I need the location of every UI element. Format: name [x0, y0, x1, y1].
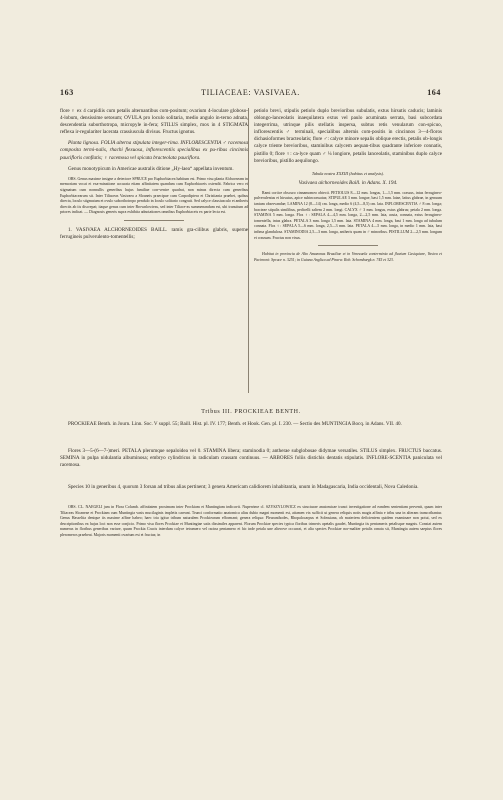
- tribe-description: Flores 3—5-(6—7-)meri. PETALA plerumque sepaloidea vel 0. STAMINA libera; staminodia 0; antherae subglobosae didymae versatiles. STILUS simplex. FRUCTUS baccatus. SEMINA in pulpa nidulantia albuminosa; embryo cylindricus in radiculam crassam continuus. — ARBORES foliis distichis dentatis stipulatis. INFLORE-SCENTIA paniculata vel racemosa.: [60, 448, 442, 469]
- plate-reference: Tabula nostra XXXIII (habitus et analysis).: [311, 170, 385, 176]
- running-head-title: TILIACEAE: VASIVAEA.: [201, 88, 300, 97]
- distribution-note: Genus monotypicum in Americae australis ditione „Hy-laea“ appellata inventum.: [68, 165, 234, 172]
- right-column: [254, 108, 442, 267]
- section-rule: [124, 220, 184, 221]
- running-header: [60, 88, 441, 100]
- tribe-citation: PROCKIEAE Benth. in Journ. Linn. Soc. V suppl. 55; Baill. Hist. pl. IV. 177; Benth. et Hook. Gen. pl. I. 230. — Sectio des MUNTINGIA Bocq. in Adans. VII. 40.: [68, 421, 402, 427]
- habitat-note: Habitat in provincia de Alto Amazonas Brasiliae et in Venezuela conterminia ad fluvium Casiquiare, Vasiva et Pacimoni: Spruce n. 3251; in Guiana Anglica ad Pirara: Rob. Schomburgk n. 745 et 323.: [254, 252, 442, 262]
- column-divider: [248, 108, 249, 393]
- section-rule-right: [318, 245, 378, 246]
- tribe-observation: OBS. CL. NAEGELI jam in Flora Columb. affinitatem proximam inter Prockiam et Muntingiam indicavit. Nuperrime cl. SZYSZYLOWICZ ex structurae anatomicae trunci investigatione ad eandem sententiam pervenit, quum inter Tiliaceas Sloaneae et Prockiam cum Muntingia vasis mucilaginis impletis careant. Trunci conformatio anatomica alias dubio magni momenti est, attamen vix sufficit ut genera reliquis notis magis affinia e tribu una in alteram transcribantur. Genus Hasseltia denique iis maxime affine habeo; haec tria igitur tribum naturalem Prockiearum efformant; genera reliqua: Pleuranthodes, Rhopalocarpus et Solmsiana, ob materiem deficientem quidem examinare non potui, sed ex descriptionibus ea hujus loci non esse conjicio. Primo visu flores Prockiae et Muntingiae satis dissimiles apparent. Florum Prockiae species typica floribus trimeris apetalis gaudet, Muntingia iis pentameris petalisque magnis. Constat autem numerus in floribus generibus variare, quum Prockia Crucis interdum calyce tetramero vel racina pentamero et hic inde petala une alterove occurrat, et alia species Prockiae nor-maliter petalis ornata sit, Muntingia autem saepius flores pleromeros praebeat. Majoris momenti ovarium est et fructus; in: [60, 505, 442, 537]
- species-heading: 1. VASIVAEA ALCHORNEOIDES BAILL. ramis gra-cilibus glabris, superne ferrugineis pulverulento-tomentellis;: [60, 226, 248, 240]
- tribe-species-count: Species 10 in generibus 4, quorum 3 forsan ad tribus alias pertinent; 3 genera Americam calidiorem inhabitantia, unum in Madagascaria, India occidentali, Nova Caledonia.: [68, 484, 419, 490]
- left-page-number: 163: [60, 88, 74, 97]
- tribe-title: Tribus III. PROCKIEAE BENTH.: [201, 409, 301, 415]
- species-diagnosis: petiolo brevi, stipulis petiolo duplo brevioribus subulatis, extus hirsutis caducis; laminis oblongo-lanceolatis inaequilatera extus vel paulo acuminata serrata, basi subcordata integerrima, utrinque pilis stellatis inspersa, subtus retis venularum con-spicuo, inflorescentiis ♂ terminali, specialibus alternis com-positis in cincinnos 3—4-floros dichasioformes bracteolatis; flore ♂: calyce minore sepalis oblique erectis, petalis ob-longis calyce triente brevioribus, staminibus calycem aequan-tibus quadrante inferiore connatis, pistillo 0; flore ♀: ca-lyce quam ♂ ¼ longiore, petalis lanceolatis, staminibus duplo calyce brevioribus, pistillo aequilongo.: [254, 108, 442, 164]
- genus-observation: OBS. Genus maxime insigne a detectore SPRUCE pro Euphorbiacea habitum est. Primo visu planta Alchorneam in memoriam vocat et exa-minatione accurata etiam affinitatem quandam cum Euphorbiaceis ostendit. Fabrica vero et stigmatum cum nonnullis generibus hujus familiae con-venire quadrat, non minus directa cum generibus Euphorbiacearum sit. Inter Tiliaceas Vasivaea a Sloaneis praecipue cum Carpodiptera et Christiania praebet, quibus directa, loculo stigmatum et ovulo suborthotropo pendulo in loculo solitario congruit. Sed calyce clausiusculo et antheris directis ab iis discrepat; itaque genus cum inter Brownlowieas, sed inter Tiliace-as summenandum est, ubi transitum ad priores indicat. — Diagnosis generis supra exhibita adnotationes omnibus Euphorbiaceis ex parte lecta est.: [60, 176, 248, 215]
- genus-description: flore ♀ ex 4 carpidiis cum petalis alternantibus com-positum; ovarium 4-loculare globoso-4-lobum, densissime setosum; OVULA pro loculo solitaria, medio angulo in-terno adnata, descendentia suborthotropa, micropyle in-fera; STILUS simplex, mox in 4 STIGMATA reflexa ir-regulariter lacerata crassiuscula divisus. Fructus ignotus.: [60, 108, 248, 136]
- left-column: [60, 108, 248, 245]
- species-measurements: Rami cortice obscuro cinnamomeo obtecti. PETIOLUS 8—12 mm. longus, 1—1,5 mm. crassus, intus ferrugineo-pulverulentus et hirsutus, apice subincrassatus; STIPULAE 3 mm. longae, basi 1,5 mm. latae, latius glabrae, in genuum tantum observandae; LAMINA 12 (8—14) cm. longa, medio 6 (4,5—8,5) cm. lata. INFLORESCENTIA ♂ 8 cm. longa; bracteae stipulis similibus, pedicelli saltem 2 mm. longi. CALYX ♂ 3 mm. longus, extus glabrus; petala 2 mm. longa. STAMINA 5 mm. longa. Flos ♀: SEPALA 4—4,5 mm. longa, 2—2,5 mm. lata, acuta, connata, extus ferrugineo-tomentella, intus glabra. PETALA 3 mm. longa 1,5 mm. lata. STAMINA 4 mm. longa, basi 1 mm. longa ad tubulum connata. Flos ♀: SEPALA 5—6 mm. longa, 2,5—3 mm. lata. PETALA 4—5 mm. longa, in medio 1 mm. lata, basi infima glandulosa. STAMINODIA 2,5—3 mm. longa, antheris quam in ♂ minoribus. PISTILLUM 2—2,5 mm. longum et crassum. Fructus non visus.: [254, 190, 442, 240]
- habit-description: Planta lignosa. FOLIA alterna stipulata integer-rima. INFLORESCENTIA ♂ racemosa composita termi-nalis, rhachi flexuosa, inflorescentiis specialibus ex pu-ribus cincinnis paucifloris conflatis; ♀ racemosa vel spicata bracteolata pauciflora.: [60, 140, 248, 161]
- species-citation: Vasivaea alchorneoides Baill. in Adans. X. 194.: [298, 179, 398, 186]
- right-page-number: 164: [427, 88, 441, 97]
